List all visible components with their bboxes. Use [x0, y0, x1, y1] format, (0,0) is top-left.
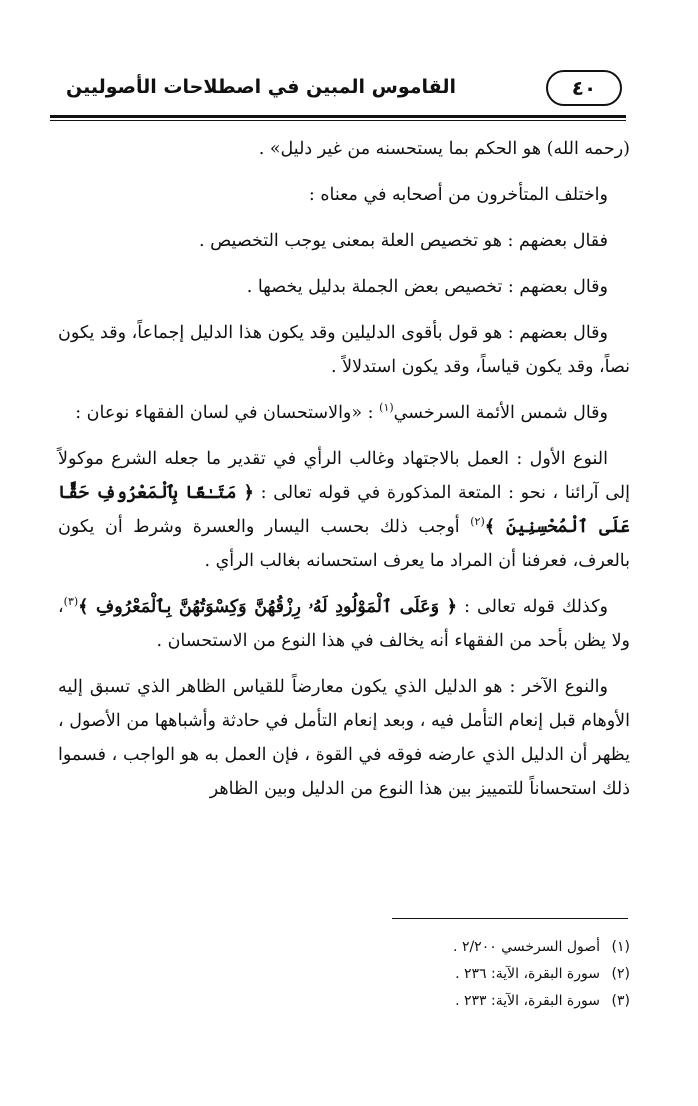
- paragraph: والنوع الآخر : هو الدليل الذي يكون معارضاً للقياس الظاهر الذي تسبق إليه الأوهام قبل إنعام التأمل فيه ، وبعد إنعام التأمل في حادثة وأشباهها من الأصول ، يظهر أن الدليل الذي عارضه فوقه في القوة ، فإن العمل به هو الواجب ، فسموا ذلك استحساناً للتمييز بين هذا النوع من الدليل وبين الظاهر: [58, 677, 630, 799]
- paragraph: وقال بعضهم : هو قول بأقوى الدليلين وقد يكون هذا الدليل إجماعاً، وقد يكون نصاً، وقد يكون قياساً، وقد يكون استدلالاً .: [58, 323, 630, 377]
- footnote-ref: (١): [379, 401, 394, 415]
- running-title: القاموس المبين في اصطلاحات الأصوليين: [66, 76, 456, 98]
- header-rule-thin: [50, 120, 626, 121]
- main-text: [58, 132, 630, 818]
- paragraph-sarakhsi: [58, 396, 630, 430]
- footnote-ref: (٣): [63, 595, 79, 609]
- footnote-number: (٢): [611, 966, 630, 982]
- footnote-text: سورة البقرة، الآية: ٢٣٣ .: [455, 993, 600, 1009]
- footnote-text: أصول السرخسي ٢/٢٠٠ .: [453, 939, 600, 955]
- footnote-item: [230, 934, 630, 961]
- paragraph-text: وكذلك قوله تعالى :: [464, 597, 608, 617]
- paragraph-text: أوجب ذلك بحسب اليسار والعسرة وشرط أن يكون بالعرف، فعرفنا أن المراد ما يعرف استحسانه بغالب الرأي .: [58, 517, 630, 571]
- footnote-ref: (٢): [470, 515, 485, 529]
- footnote-number: (١): [611, 939, 630, 955]
- paragraph: وقال بعضهم : تخصيص بعض الجملة بدليل يخصها .: [246, 277, 608, 297]
- paragraph: (رحمه الله) هو الحكم بما يستحسنه من غير دليل» .: [258, 139, 630, 159]
- paragraph: واختلف المتأخرون من أصحابه في معناه :: [308, 185, 608, 205]
- paragraph-verse-2: [58, 590, 630, 658]
- page-number: ٤٠: [546, 70, 622, 106]
- quran-verse: ﴿ وَعَلَى ٱلْمَوْلُودِ لَهُۥ رِزْقُهُنَّ وَكِسْوَتُهُنَّ بِٱلْمَعْرُوفِ ﴾: [78, 597, 457, 617]
- quran-verse: ﴿ مَتَـٰعًا بِٱلْمَعْرُوفِ حَقًّا عَلَى ٱلْمُحْسِنِينَ ﴾: [58, 483, 631, 537]
- footnote-number: (٣): [611, 993, 630, 1009]
- paragraph-text: وقال شمس الأئمة السرخسي: [393, 403, 608, 423]
- header-rule: [50, 115, 626, 118]
- footnote-rule: [392, 918, 628, 919]
- page-header: [56, 70, 622, 110]
- paragraph-first-type: [58, 442, 630, 578]
- footnote-item: [230, 961, 630, 988]
- footnote-text: سورة البقرة، الآية: ٢٣٦ .: [455, 966, 600, 982]
- paragraph: فقال بعضهم : هو تخصيص العلة بمعنى يوجب التخصيص .: [198, 231, 608, 251]
- paragraph-text: النوع الأول : العمل بالاجتهاد وغالب الرأي في تقدير ما جعله الشرع موكولاً إلى آرائنا ، نحو : المتعة المذكورة في قوله تعالى :: [58, 449, 630, 503]
- paragraph-text: ، ولا يظن بأحد من الفقهاء أنه يخالف في هذا النوع من الاستحسان .: [58, 597, 630, 651]
- footnote-item: [230, 988, 630, 1015]
- footnotes: [230, 934, 630, 1015]
- paragraph-text: : «والاستحسان في لسان الفقهاء نوعان :: [75, 403, 374, 423]
